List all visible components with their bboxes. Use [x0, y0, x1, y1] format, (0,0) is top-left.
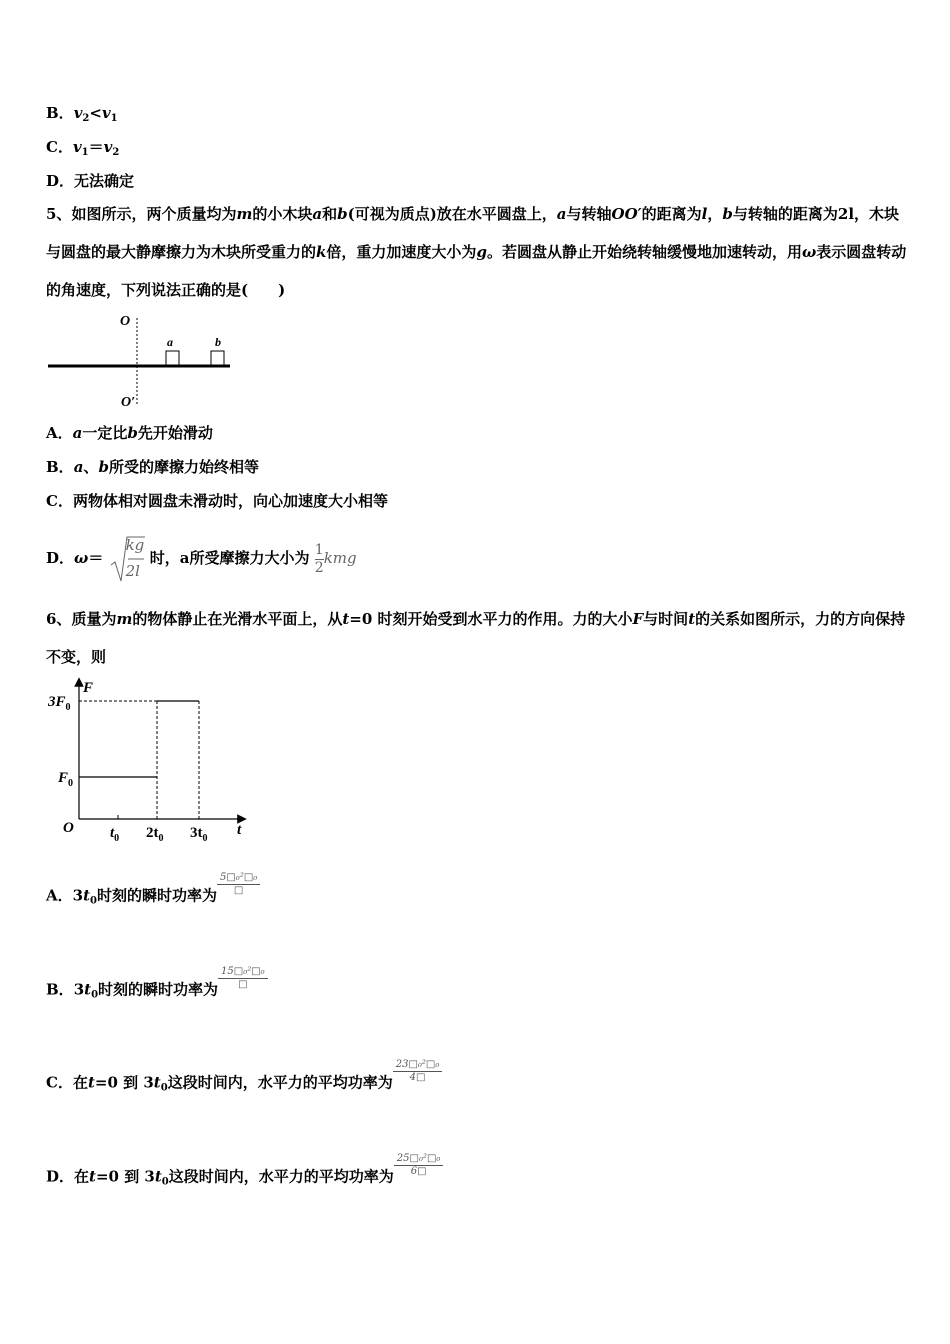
q4-option-d: D．无法确定 — [46, 172, 135, 190]
q5-option-d: D．ω＝ kg 2l 时，a所受摩擦力大小为 $\frac{1}{2}$ kmg — [46, 535, 357, 583]
q4-option-b: B．$v_2<v_1$ — [46, 104, 118, 124]
label-a: a — [167, 335, 173, 349]
q6-option-a: A．$3t_0$时刻的瞬时功率为 $\frac{\text{5□₀²□₀}}{□}$ — [46, 884, 260, 912]
q6-stem: 6、质量为m的物体静止在光滑水平面上，从t=0 时刻开始受到水平力的作用。力的大小F与时间t的关系如图所示，力的方向保持不变，则 — [46, 610, 906, 666]
option-a-fraction: $\frac{\text{5□₀²□₀}}{□}$ — [217, 872, 260, 897]
option-d-fraction: $\frac{\text{25□₀²□₀}}{6□}$ — [394, 1153, 444, 1178]
option-b-fraction: $\frac{\text{15□₀²□₀}}{□}$ — [218, 966, 268, 991]
q6-option-b: B．$3t_0$时刻的瞬时功率为 $\frac{\text{15□₀²□₀}}{□}$ — [46, 978, 268, 1006]
fraction-half: $\frac{1}{2}$ — [314, 541, 324, 576]
label-o-bottom: O′ — [121, 395, 136, 410]
x-axis-label: t — [237, 822, 242, 838]
block-b — [211, 351, 224, 365]
x-label-t0: $t_0$ — [110, 825, 120, 844]
option-c-fraction: $\frac{\text{23□₀²□₀}}{4□}$ — [393, 1059, 443, 1084]
origin-label: O — [63, 820, 74, 836]
x-label-2t0: $2t_0$ — [146, 825, 164, 844]
y-label-f0: $F_0$ — [58, 770, 74, 789]
y-label-3f0: $3F_0$ — [48, 694, 71, 713]
q4-option-c: C．$v_1=v_2$ — [46, 138, 120, 158]
label-b: b — [215, 335, 221, 349]
q6-force-time-graph — [44, 674, 254, 846]
q5-option-c: C．两物体相对圆盘未滑动时，向心加速度大小相等 — [46, 492, 388, 510]
block-a — [166, 351, 179, 365]
q6-option-d: D．在t=0 到 $3t_0$这段时间内，水平力的平均功率为 $\frac{\text{25□₀²□₀}}{6□}$ — [46, 1165, 443, 1193]
x-label-3t0: $3t_0$ — [190, 825, 208, 844]
label-o-top: O — [120, 314, 131, 329]
q5-stem: 5、如图所示，两个质量均为m的小木块a和b(可视为质点)放在水平圆盘上，a与转轴OO′的距离为l，b与转轴的距离为2l，木块与圆盘的最大静摩擦力为木块所受重力的k倍，重力加速度大小为g。若圆盘从静止开始绕转轴缓慢地加速转动，用ω表示圆盘转动的角速度，下列说法正确的是( ) — [46, 205, 907, 299]
q6-option-c: C．在t=0 到 $3t_0$这段时间内，水平力的平均功率为 $\frac{\text{23□₀²□₀}}{4□}$ — [46, 1071, 442, 1099]
q5-option-b: B．a、b所受的摩擦力始终相等 — [46, 458, 259, 476]
y-axis-label: F — [83, 680, 94, 696]
q5-disk-figure — [40, 308, 240, 412]
sqrt-expression: kg 2l — [109, 535, 145, 583]
q5-option-a: A．a一定比b先开始滑动 — [46, 424, 213, 442]
